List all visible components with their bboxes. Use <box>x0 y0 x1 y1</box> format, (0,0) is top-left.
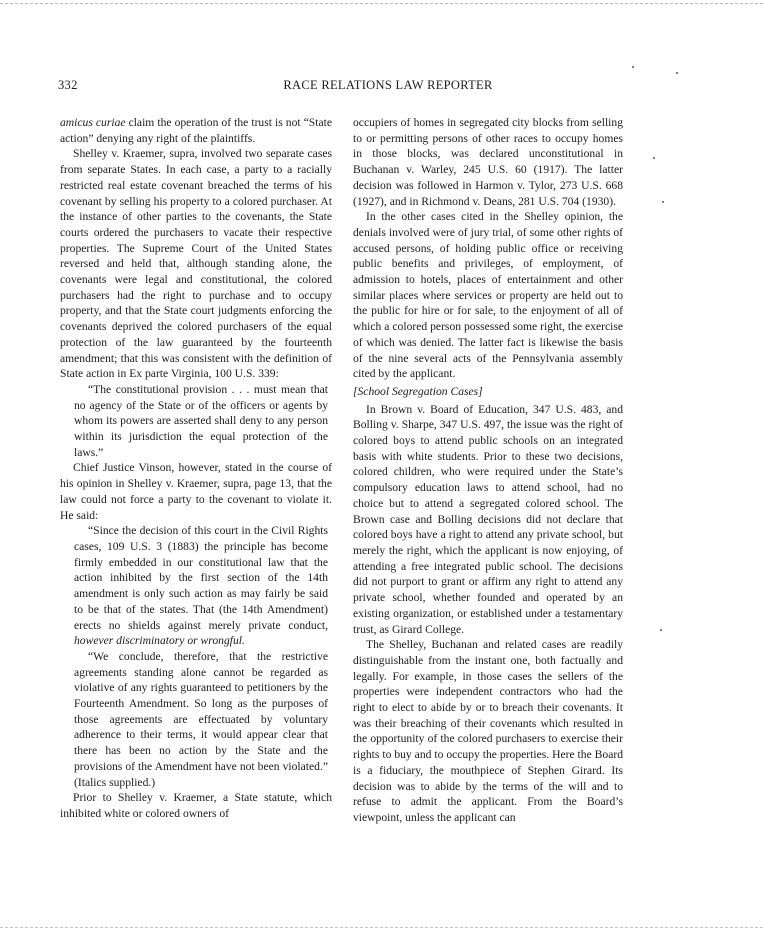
right-column <box>353 115 623 826</box>
scan-speck <box>662 201 664 203</box>
paragraph <box>60 115 332 146</box>
paragraph: Prior to Shelley v. Kraemer, a State statute, which inhibited white or colored owners of <box>60 791 332 820</box>
paragraph: occupiers of homes in segregated city blocks from selling to or permitting persons of other races to occupy homes in those blocks, was declared unconstitutional in Buchanan v. Warley, 245 U.S. 60 (1917). The latter decision was followed in Harmon v. Tylor, 273 U.S. 668 (1927), and in Richmond v. Deans, 281 U.S. 704 (1930). <box>353 116 623 208</box>
scan-speck <box>632 66 634 68</box>
scan-speck <box>676 72 678 74</box>
block-quote <box>74 523 328 649</box>
paragraph: The Shelley, Buchanan and related cases are readily distinguishable from the instant one, both factually and legally. For example, in those cases the sellers of the properties were independent contractors who had the right to elect to abide by or to breach their covenants. It was their breaching of their covenants which resulted in the opportunity of the colored purchasers to exercise their rights to buy and to occupy the properties. Here the Board is a fiduciary, the mouthpiece of Stephen Girard. Its decision was to abide by the terms of the will and to refuse to admit the applicant. From the Board’s viewpoint, unless the applicant can <box>353 638 623 824</box>
page-number: 332 <box>58 78 78 92</box>
block-quote: “The constitutional provision . . . must mean that no agency of the State or of the officers or agents by whom its powers are asserted shall deny to any person within its jurisdiction the equal protection of the laws.” <box>74 382 328 459</box>
scan-speck <box>653 157 655 159</box>
block-quote: “We conclude, therefore, that the restrictive agreements standing alone cannot be regarded as violative of any rights guaranteed to petitioners by the Fourteenth Amendment. So long as the purposes of those agreements are effectuated by voluntary adherence to their terms, it would appear clear that there has been no action by the State and the provisions of the Amendment have not been violated.” (Italics supplied.) <box>74 649 328 789</box>
section-heading: [School Segregation Cases] <box>353 384 483 398</box>
top-scan-edge <box>0 3 763 4</box>
quote-italic-text: however discriminatory or wrongful. <box>74 634 245 648</box>
left-column <box>60 115 332 822</box>
paragraph: Shelley v. Kraemer, supra, involved two separate cases from separate States. In each case, a party to a racially restricted real estate covenant breached the terms of his covenant by selling his property to a colored purchaser. At the instance of other parties to the covenants, the State courts ordered the purchasers to vacate their respective properties. The Supreme Court of the United States reversed and held that, although standing alone, the covenants were legal and constitutional, the colored purchasers had the right to purchase and to occupy property, and that the State court judgments enforcing the covenants deprived the colored purchasers of the equal protection of the law guaranteed by the fourteenth amendment; that this was consistent with the definition of State action in Ex parte Virginia, 100 U.S. 339: <box>60 147 332 381</box>
running-title: RACE RELATIONS LAW REPORTER <box>283 78 493 92</box>
page-header <box>58 78 718 96</box>
latin-term: amicus curiae <box>60 116 126 129</box>
quote-text: “Since the decision of this court in the Civil Rights cases, 109 U.S. 3 (1883) the principle has become firmly embedded in our constitutional law that the action inhibited by the first section of the 14th amendment is only such action as may fairly be said to be that of the states. That (the 14th Amendment) erects no shields against merely private conduct, <box>74 524 328 632</box>
bottom-scan-edge <box>0 927 763 928</box>
scan-speck <box>660 629 662 631</box>
paragraph: In Brown v. Board of Education, 347 U.S. 483, and Bolling v. Sharpe, 347 U.S. 497, the issue was the right of colored boys to attend public schools on an integrated basis with white students. Prior to these two decisions, colored children, who were required under the State’s compulsory education laws to attend school, had no choice but to attend a segregated colored school. The Brown case and Bolling decisions did not declare that colored boys have a right to attend any private school, but merely the right, which the applicant is now enjoying, of attending a free integrated public school. The decisions did not purport to grant or affirm any right to attend any private school, whether founded and operated by an existing organization, or established under a testamentary trust, as Girard College. <box>353 402 623 636</box>
paragraph: Chief Justice Vinson, however, stated in the course of his opinion in Shelley v. Kraemer, supra, page 13, that the law could not force a party to the covenant to violate it. He said: <box>60 461 332 522</box>
paragraph: In the other cases cited in the Shelley opinion, the denials involved were of jury trial, of some other rights of accused persons, of holding public office or receiving public benefits and privileges, of employment, of admission to hotels, places of entertainment and other similar places where services or property are held out to the public for hire or for sale, to the enjoyment of all of which a colored person possessed some right, the exercise of which was denied. The latter fact is likewise the basis of the nine several acts of the Pennsylvania assembly cited by the applicant. <box>353 210 623 381</box>
paragraph-text: claim the operation of the trust is not “State action” denying any right of the plaintiffs. <box>60 116 332 145</box>
